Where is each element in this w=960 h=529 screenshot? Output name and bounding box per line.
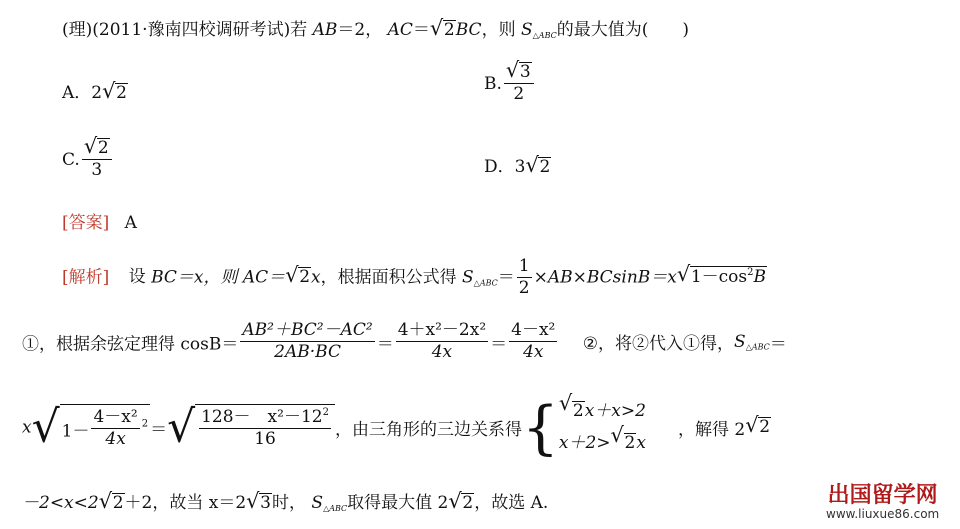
radicand: 2 <box>624 433 636 454</box>
var-x: x <box>636 433 646 454</box>
segment-bc: BC <box>455 20 482 40</box>
sqrt-inner: 1－cos <box>690 267 748 288</box>
radical-icon: √ <box>745 413 759 438</box>
option-a-sqrt <box>102 79 128 103</box>
question-source: (理)(2011·豫南四校调研考试)若 <box>62 20 308 40</box>
fraction-denominator: 2AB·BC <box>274 342 341 363</box>
option-c-fraction <box>82 134 112 182</box>
radical-icon: √ <box>610 423 624 448</box>
area-symbol: S <box>311 493 324 513</box>
inequality-2-text: x＋2> <box>558 433 611 454</box>
fraction-denominator: 2 <box>518 278 530 299</box>
question-suffix: 的最大值为( ) <box>556 20 689 40</box>
radical-icon: √ <box>83 134 98 158</box>
radicand <box>690 266 767 287</box>
option-c-label: C. <box>62 149 80 170</box>
triangle-subscript: △ABC <box>532 31 557 40</box>
area-expression: ×AB×BCsinB＝x <box>533 267 677 288</box>
option-b[interactable] <box>484 58 536 106</box>
sqrt <box>83 134 110 159</box>
solve-text: ，解得 2 <box>677 419 746 440</box>
radicand: 2 <box>572 401 584 421</box>
watermark-url: www.liuxue86.com <box>826 507 940 522</box>
set-text: 设 <box>128 267 146 288</box>
square-exponent: 2 <box>322 407 329 419</box>
cosine-rule-text: ①，根据余弦定理得 <box>22 334 175 355</box>
equals: ＝ <box>497 267 515 288</box>
area-symbol: S <box>520 20 533 40</box>
radicand: 2 <box>759 417 771 438</box>
option-a-coef: 2 <box>91 83 103 103</box>
fraction-numerator: 4＋x²－2x² <box>396 320 488 342</box>
sqrt-2 <box>558 391 585 427</box>
radical-icon: √ <box>246 489 260 513</box>
watermark-title: 出国留学网 <box>827 483 938 508</box>
inequality-1-text: x＋x>2 <box>584 401 646 421</box>
equals: ＝ <box>150 419 168 440</box>
then-text: ，则 <box>481 20 516 40</box>
analysis-line-4 <box>22 488 548 513</box>
triangle-subscript: △ABC <box>323 504 348 513</box>
inner-fraction <box>91 407 139 451</box>
segment-ab: AB <box>312 20 338 40</box>
inequality-1 <box>558 391 646 427</box>
conclusion-text: ，故选 A. <box>474 493 549 513</box>
radicand: 2 <box>539 157 551 177</box>
fraction-denominator: 4x <box>105 429 126 450</box>
option-a-label: A． <box>62 83 92 103</box>
radical-icon: √ <box>31 401 60 453</box>
option-d-label: D． <box>484 157 515 177</box>
fraction-numerator: 1 <box>517 256 532 278</box>
option-d-sqrt <box>525 153 551 177</box>
equals: ＝ <box>412 20 430 40</box>
answer-value: A <box>124 213 137 233</box>
inequality-2 <box>558 423 646 459</box>
radical-icon: √ <box>285 263 299 288</box>
radicand: 2 <box>112 493 124 513</box>
radicand: 3 <box>519 62 531 82</box>
sqrt <box>505 58 532 83</box>
equals: ＝ <box>376 334 394 355</box>
option-b-label: B. <box>484 73 502 94</box>
sqrt-3 <box>246 489 272 513</box>
radical-icon: √ <box>98 489 113 513</box>
half-fraction <box>517 256 532 300</box>
option-b-fraction <box>504 58 534 106</box>
analysis-line-1 <box>62 256 767 300</box>
option-a[interactable] <box>62 78 128 103</box>
range-start: －2<x<2 <box>22 493 99 513</box>
option-d[interactable] <box>484 152 551 177</box>
triangle-inequality-text: ，由三角形的三边关系得 <box>334 419 522 440</box>
analysis-line-3 <box>22 391 771 462</box>
answer-line <box>62 208 137 233</box>
square-exponent: 2 <box>747 267 754 279</box>
eq-ab: ＝2， <box>337 20 383 40</box>
fraction-numerator <box>504 58 534 84</box>
option-c[interactable] <box>62 134 114 182</box>
square-exponent: 2 <box>141 418 149 430</box>
analysis-line-2 <box>22 320 787 364</box>
fraction-numerator <box>199 407 331 429</box>
fraction-numerator <box>82 134 112 160</box>
sqrt-2 <box>448 489 474 513</box>
big-sqrt-body <box>60 404 150 451</box>
cos-b: cosB＝ <box>180 334 239 355</box>
question-stem <box>62 15 689 40</box>
fraction-denominator: 4x <box>431 342 453 363</box>
left-brace-icon: { <box>521 393 559 462</box>
sqrt-2 <box>745 413 771 438</box>
outer-fraction <box>199 407 331 451</box>
fraction-numerator: AB²＋BC²－AC² <box>240 320 374 342</box>
triangle-subscript: △ABC <box>473 278 498 288</box>
segment-ac: AC <box>387 20 413 40</box>
sqrt-2 <box>98 489 125 513</box>
radical-icon: √ <box>448 489 462 513</box>
cosine-fraction-2 <box>396 320 488 364</box>
sqrt-2 <box>285 263 311 288</box>
radical-icon: √ <box>558 391 573 415</box>
numerator-text: 128－ x²－12 <box>201 407 323 428</box>
fraction-numerator: 4－x² <box>91 407 139 429</box>
var-x: x <box>22 417 32 438</box>
watermark <box>826 484 939 521</box>
equals: ＝ <box>769 334 787 355</box>
triangle-subscript: △ABC <box>745 342 770 352</box>
substitute-text: ②，将②代入①得， <box>582 334 735 355</box>
area-symbol: S <box>462 267 474 288</box>
radical-icon: √ <box>525 153 539 177</box>
radicand: 2 <box>97 138 109 158</box>
sqrt-cos <box>676 262 767 288</box>
when-text: ＋2，故当 x＝2 <box>124 493 247 513</box>
radical-icon: √ <box>505 58 520 82</box>
radical-icon: √ <box>676 262 691 287</box>
cosine-fraction-3 <box>509 320 557 364</box>
fraction-denominator: 3 <box>91 160 103 181</box>
radical-icon: √ <box>167 401 196 453</box>
big-sqrt-body-2 <box>195 404 335 451</box>
area-formula-text: ，根据面积公式得 <box>320 267 457 288</box>
equals: ＝ <box>490 334 508 355</box>
bc-equals-x: BC＝x，则 <box>151 267 238 288</box>
radicand: 2 <box>443 20 455 40</box>
fraction-denominator: 16 <box>254 429 276 450</box>
fraction-denominator: 2 <box>513 84 525 105</box>
answer-label: [答案] <box>62 213 110 233</box>
radicand: 2 <box>116 83 127 103</box>
cosine-fraction-1 <box>240 320 374 364</box>
sqrt-2 <box>610 423 637 459</box>
radical-icon: √ <box>102 79 116 103</box>
fraction-denominator: 4x <box>523 342 544 363</box>
radicand: 2 <box>462 493 474 513</box>
var-x: x <box>311 267 321 288</box>
ac-equals: AC＝ <box>242 267 286 288</box>
inequality-system <box>558 391 646 460</box>
radicand: 3 <box>260 493 271 513</box>
time-text: 时， <box>272 493 306 513</box>
radicand: 2 <box>299 267 311 288</box>
angle-b: B <box>753 267 767 288</box>
fraction-numerator: 4－x² <box>509 320 557 342</box>
area-symbol: S <box>734 331 746 352</box>
option-d-coef: 3 <box>514 157 526 177</box>
max-text: 取得最大值 2 <box>347 493 449 513</box>
sqrt-2 <box>429 16 456 40</box>
radical-icon: √ <box>429 16 444 40</box>
analysis-label: [解析] <box>62 267 110 288</box>
sqrt-inner: 1－ <box>61 421 90 442</box>
